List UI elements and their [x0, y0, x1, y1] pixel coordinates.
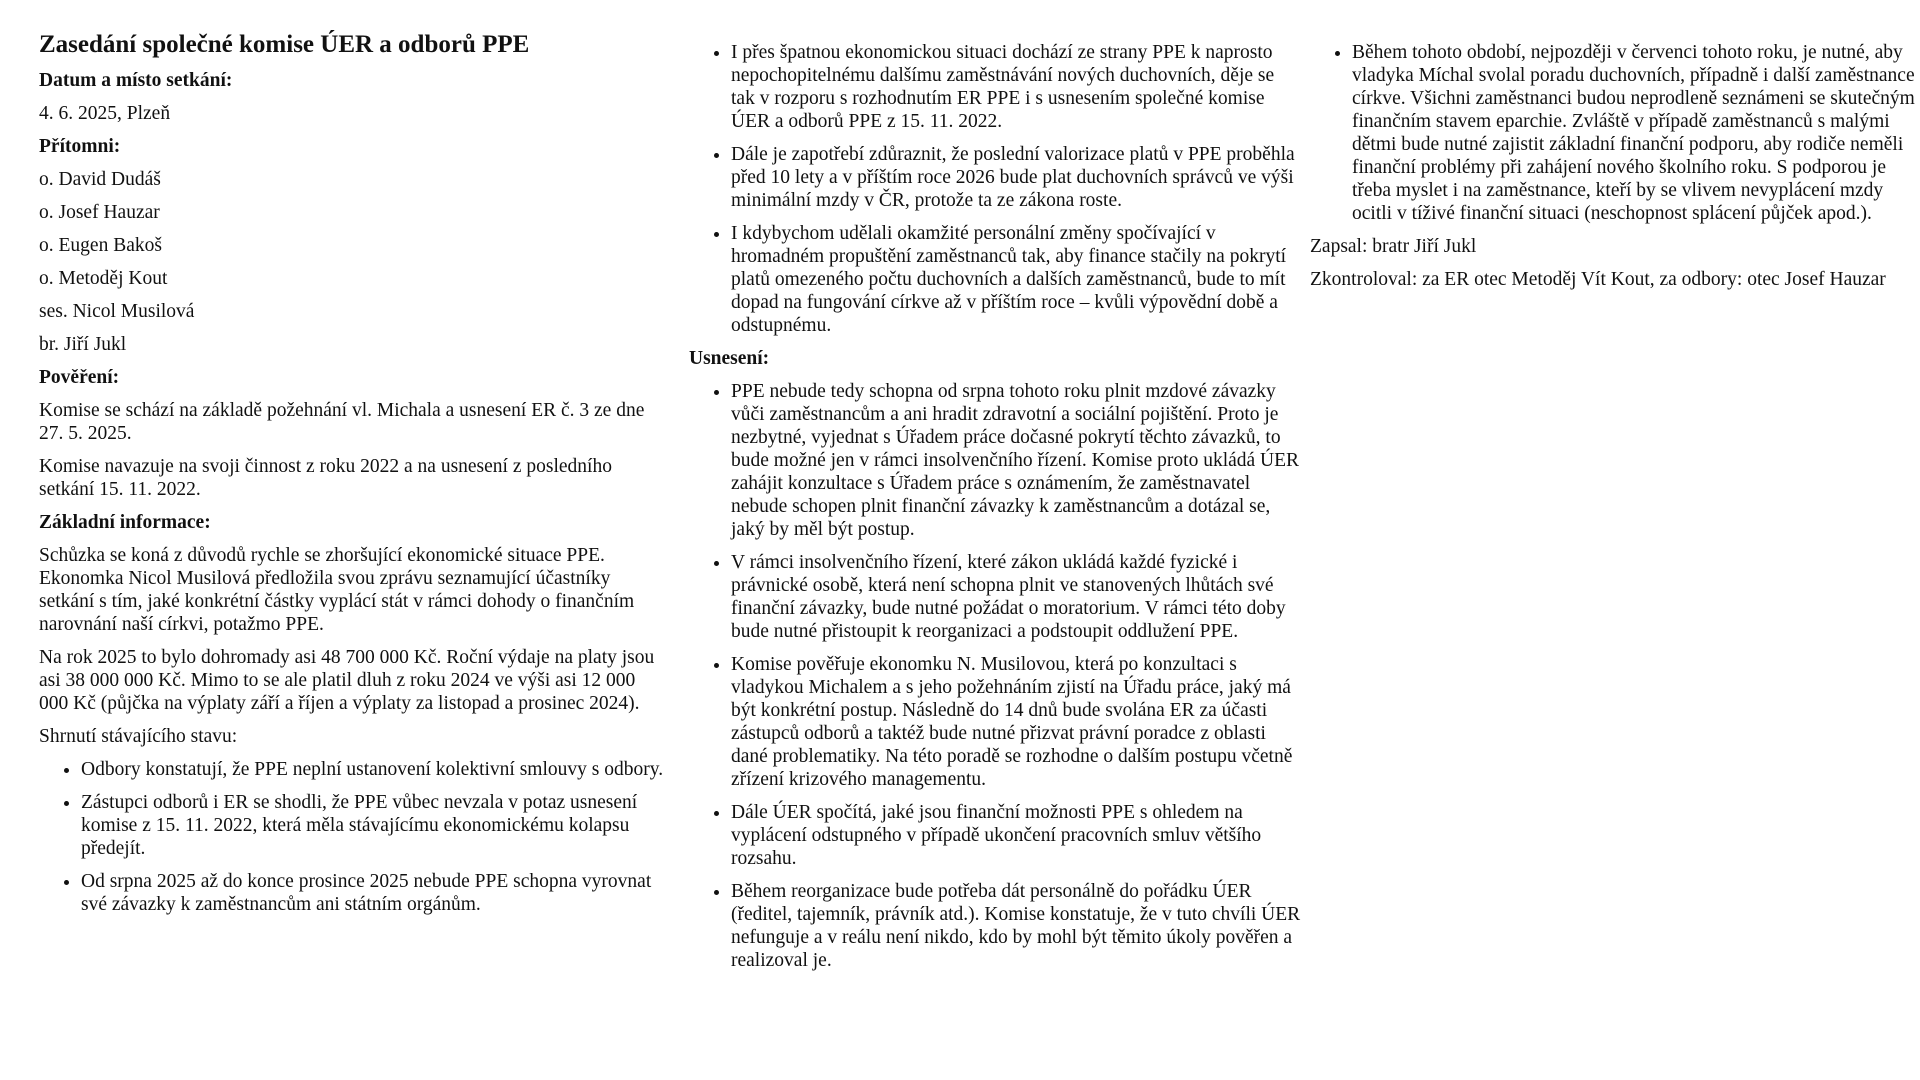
mandate-paragraph: Komise navazuje na svoji činnost z roku 2022 a na usnesení z posledního setkání 15. 11. 2022. — [39, 456, 612, 500]
basic-info-paragraph: Na rok 2025 to bylo dohromady asi 48 700 000 Kč. Roční výdaje na platy jsou asi 38 000 000 Kč. Mimo to se ale platil dluh z roku 2024 ve výši asi 12 000 000 Kč (půjčka na výplaty září a říjen a výplaty za listopad a prosinec 2024). — [39, 647, 655, 714]
list-item: • Zástupci odborů i ER se shodli, že PPE vůbec nevzala v potaz usnesení komise z 15. 11. 2022, která měla stávajícímu ekonomickému kolapsu předejít. — [81, 791, 664, 860]
attendee: o. Josef Hauzar — [39, 202, 160, 223]
list-item: • Dále je zapotřebí zdůraznit, že poslední valorizace platů v PPE proběhla před 10 lety a v příštím roce 2026 bude plat duchovních správců ve výši minimální mzdy v ČR, protože ta ze zákona roste. — [731, 143, 1301, 212]
resolution-heading: Usnesení: — [689, 348, 770, 369]
mandate-heading: Pověření: — [39, 367, 120, 388]
list-item: • PPE nebude tedy schopna od srpna tohoto roku plnit mzdové závazky vůči zaměstnancům a ani hradit zdravotní a sociální pojištění. Proto je nezbytné, vyjednat s Úřadem práce dočasné pokrytí těchto závazků, to bude možné jen v rámci insolvenčního řízení. Komise proto ukládá ÚER zahájit konzultace s Úřadem práce s oznámením, že zaměstnavatel nebude schopen plnit finanční závazky k zaměstnancům a dotázal se, jaký by měl být postup. — [731, 380, 1301, 541]
list-item: • Od srpna 2025 až do konce prosince 2025 nebude PPE schopna vyrovnat své závazky k zaměstnancům ani státním orgánům. — [81, 870, 664, 916]
list-item: • Komise pověřuje ekonomku N. Musilovou, která po konzultaci s vladykou Michalem a s jeho požehnáním zjistí na Úřadu práce, jaký má být konkrétní postup. Následně do 14 dnů bude svolána ER za účasti zástupců odborů a taktéž bude nutné přizvat právní poradce z oblasti dané problematiky. Na této poradě se rozhodne o dalším postupu včetně zřízení krizového managementu. — [731, 653, 1301, 791]
attendee: o. Eugen Bakoš — [39, 235, 162, 256]
basic-info-paragraph: Schůzka se koná z důvodů rychle se zhoršující ekonomické situace PPE. Ekonomka Nicol Musilová předložila svou zprávu seznamující účastníky setkání s tím, jaké konkrétní částky vyplácí stát v rámci dohody o finančním narovnání naší církvi, potažmo PPE. — [39, 545, 635, 635]
list-item: • Dále ÚER spočítá, jaké jsou finanční možnosti PPE s ohledem na vyplácení odstupného v případě ukončení pracovních smluv většího rozsahu. — [731, 801, 1301, 870]
column-1 — [39, 30, 664, 926]
column-3 — [1310, 41, 1920, 301]
list-item: • V rámci insolvenčního řízení, které zákon ukládá každé fyzické i právnické osobě, která není schopna plnit ve stanovených lhůtách své finanční závazky, bude nutné požádat o moratorium. V rámci této doby bude nutné přistoupit k reorganizaci a podstoupit oddlužení PPE. — [731, 551, 1301, 643]
attendee: ses. Nicol Musilová — [39, 301, 195, 322]
attendee: o. David Dudáš — [39, 169, 161, 190]
date-value: 4. 6. 2025, Plzeň — [39, 103, 171, 124]
checked-by: Zkontroloval: za ER otec Metoděj Vít Kout, za odbory: otec Josef Hauzar — [1310, 269, 1886, 290]
resolution-list-continued — [1310, 41, 1920, 225]
list-item: • Během tohoto období, nejpozději v červenci tohoto roku, je nutné, aby vladyka Míchal svolal poradu duchovních, případně i další zaměstnance církve. Všichni zaměstnanci budou neprodleně seznámeni se skutečným finančním stavem eparchie. Zvláště v případě zaměstnanců s malými dětmi bude nutné zajistit základní finanční podporu, aby rodiče neměli finanční problémy při zahájení nového školního roku. S podporou je třeba myslet i na zaměstnance, kteří by se vlivem nevyplácení mzdy ocitli v tíživé finanční situaci (neschopnost splácení půjček apod.). — [1352, 41, 1920, 225]
list-item: • I přes špatnou ekonomickou situaci dochází ze strany PPE k naprosto nepochopitelnému dalšímu zaměstnávání nových duchovních, děje se tak v rozporu s rozhodnutím ER PPE i s usnesením společné komise ÚER a odborů PPE z 15. 11. 2022. — [731, 41, 1301, 133]
resolution-list — [689, 380, 1301, 972]
list-item: • Během reorganizace bude potřeba dát personálně do pořádku ÚER (ředitel, tajemník, právník atd.). Komise konstatuje, že v tuto chvíli ÚER nefunguje a v reálu není nikdo, kdo by mohl být těmito úkoly pověřen a realizoval je. — [731, 880, 1301, 972]
list-item: • I kdybychom udělali okamžité personální změny spočívající v hromadném propuštění zaměstnanců tak, aby finance stačily na pokrytí platů omezeného počtu duchovních a dalších zaměstnanců, bude to mít dopad na fungování církve až v příštím roce – kvůli výpovědní době a odstupnému. — [731, 222, 1301, 337]
basic-info-heading: Základní informace: — [39, 512, 211, 533]
date-heading: Datum a místo setkání: — [39, 70, 233, 91]
present-heading: Přítomni: — [39, 136, 121, 157]
list-item: • Odbory konstatují, že PPE neplní ustanovení kolektivní smlouvy s odbory. — [81, 758, 664, 781]
attendee: br. Jiří Jukl — [39, 334, 127, 355]
attendee: o. Metoděj Kout — [39, 268, 168, 289]
summary-list — [39, 758, 664, 916]
column-2 — [689, 41, 1301, 982]
mandate-paragraph: Komise se schází na základě požehnání vl. Michala a usnesení ER č. 3 ze dne 27. 5. 2025. — [39, 400, 645, 444]
recorded-by: Zapsal: bratr Jiří Jukl — [1310, 236, 1477, 257]
document-title: Zasedání společné komise ÚER a odborů PPE — [39, 31, 530, 58]
summary-heading: Shrnutí stávajícího stavu: — [39, 726, 238, 747]
summary-list-continued — [689, 41, 1301, 337]
